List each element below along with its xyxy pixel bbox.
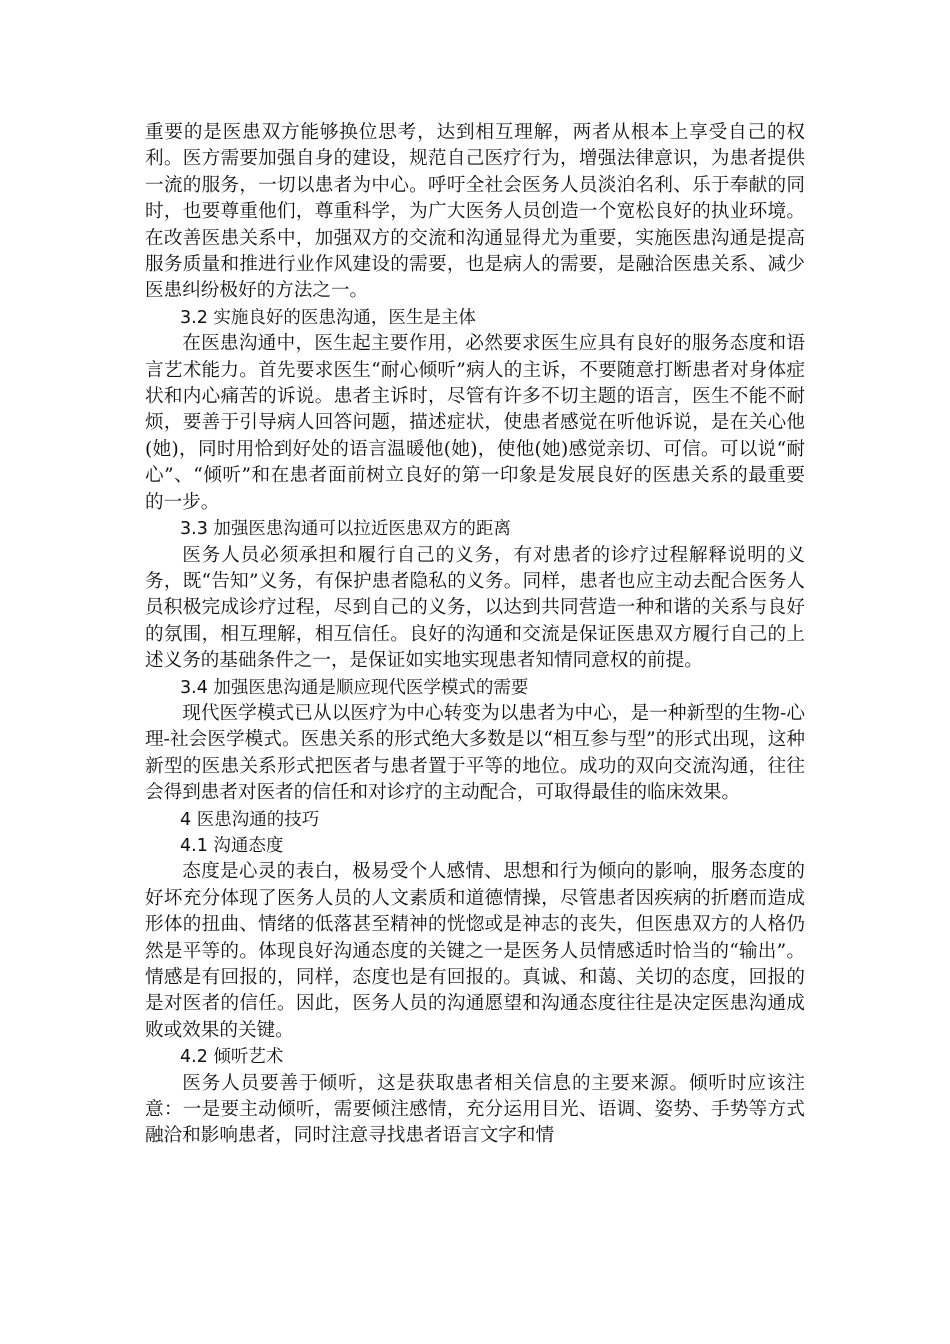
paragraph-4-2: 医务人员要善于倾听，这是获取患者相关信息的主要来源。倾听时应该注意：一是要主动倾听，需要倾注感情，充分运用目光、语调、姿势、手势等方式融洽和影响患者，同时注意寻找患者语言文字和情 (145, 1072, 805, 1147)
document-body (145, 120, 805, 1150)
section-heading-4-2: 4.2 倾听艺术 (180, 1047, 284, 1068)
section-heading-3-3: 3.3 加强医患沟通可以拉近医患双方的距离 (180, 519, 511, 540)
paragraph-3-2: 在医患沟通中，医生起主要作用，必然要求医生应具有良好的服务态度和语言艺术能力。首先要求医生“耐心倾听”病人的主诉，不要随意打断患者对身体症状和内心痛苦的诉说。患者主诉时，尽管有许多不切主题的语言，医生不能不耐烦，要善于引导病人回答问题，描述症状，使患者感觉在听他诉说，是在关心他(她)，同时用恰到好处的语言温暖他(她)，使他(她)感觉亲切、可信。可以说“耐心”、“倾听”和在患者面前树立良好的第一印象是发展良好的医患关系的最重要的一步。 (145, 333, 805, 513)
paragraph-4-1: 态度是心灵的表白，极易受个人感情、思想和行为倾向的影响，服务态度的好坏充分体现了医务人员的人文素质和道德情操，尽管患者因疾病的折磨而造成形体的扭曲、情绪的低落甚至精神的恍惚或是神志的丧失，但医患双方的人格仍然是平等的。体现良好沟通态度的关键之一是医务人员情感适时恰当的“输出”。情感是有回报的，同样，态度也是有回报的。真诚、和蔼、关切的态度，回报的是对医者的信任。因此，医务人员的沟通愿望和沟通态度往往是决定医患沟通成败或效果的关键。 (145, 861, 805, 1041)
section-heading-3-4: 3.4 加强医患沟通是顺应现代医学模式的需要 (180, 677, 529, 698)
paragraph-intro-continuation: 重要的是医患双方能够换位思考，达到相互理解，两者从根本上享受自己的权利。医方需要加强自身的建设，规范自己医疗行为，增强法律意识，为患者提供一流的服务，一切以患者为中心。呼吁全社会医务人员淡泊名利、乐于奉献的同时，也要尊重他们，尊重科学，为广大医务人员创造一个宽松良好的执业环境。在改善医患关系中，加强双方的交流和沟通显得尤为重要，实施医患沟通是提高服务质量和推进行业作风建设的需要，也是病人的需要，是融洽医患关系、减少医患纠纷极好的方法之一。 (145, 122, 805, 302)
section-heading-4-1: 4.1 沟通态度 (180, 835, 284, 856)
section-heading-4: 4 医患沟通的技巧 (180, 809, 320, 830)
paragraph-3-3: 医务人员必须承担和履行自己的义务，有对患者的诊疗过程解释说明的义务，既“告知”义务，有保护患者隐私的义务。同样，患者也应主动去配合医务人员积极完成诊疗过程，尽到自己的义务，以达到共同营造一种和谐的关系与良好的氛围，相互理解，相互信任。良好的沟通和交流是保证医患双方履行自己的上述义务的基础条件之一，是保证如实地实现患者知情同意权的前提。 (145, 544, 805, 672)
paragraph-3-4: 现代医学模式已从以医疗为中心转变为以患者为中心，是一种新型的生物-心理-社会医学模式。医患关系的形式绝大多数是以“相互参与型”的形式出现，这种新型的医患关系形式把医者与患者置于平等的地位。成功的双向交流沟通，往往会得到患者对医者的信任和对诊疗的主动配合，可取得最佳的临床效果。 (145, 702, 805, 804)
section-heading-3-2: 3.2 实施良好的医患沟通，医生是主体 (180, 307, 476, 328)
